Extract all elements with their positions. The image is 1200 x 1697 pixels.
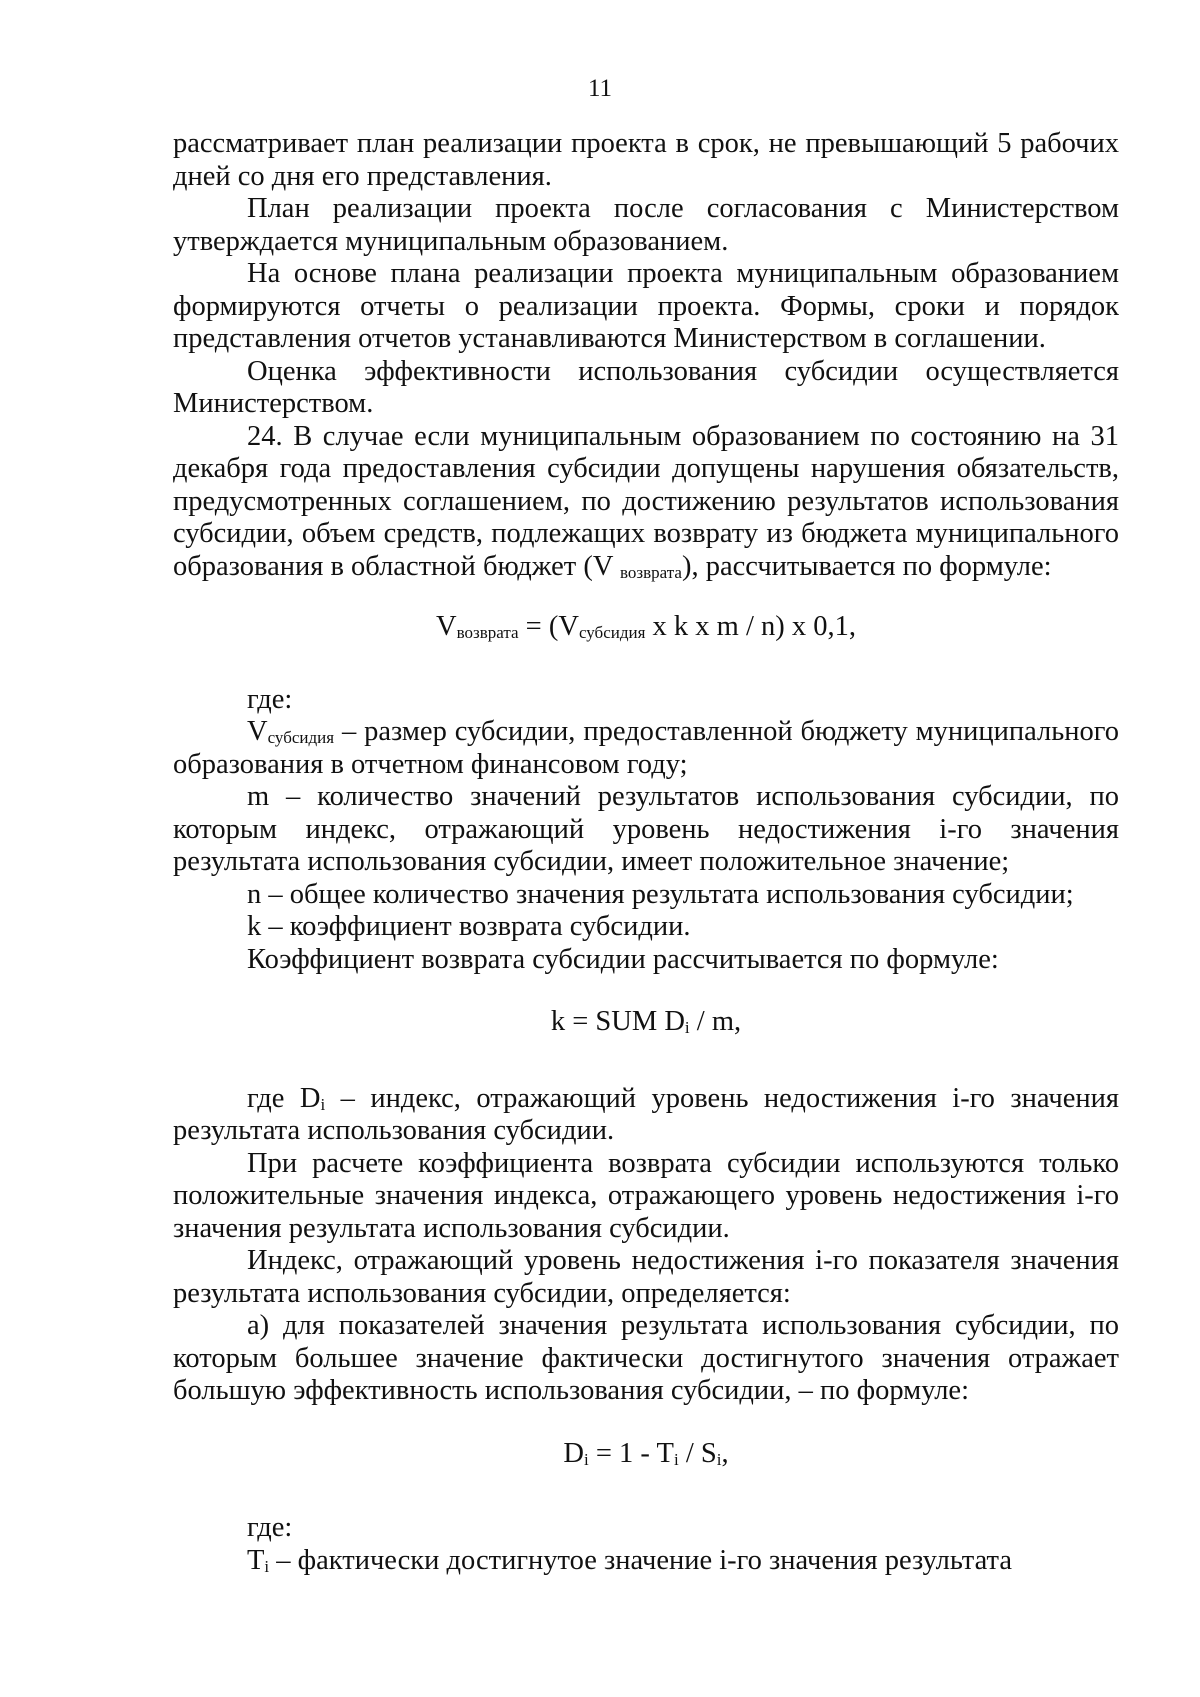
- definition-t-sub: i: [264, 1556, 270, 1576]
- paragraph-24-tail: ), рассчитывается по формуле:: [681, 550, 1052, 582]
- paragraph-24: [173, 421, 1119, 584]
- formula-2-post: / m,: [689, 1006, 742, 1037]
- paragraph-plan-approval: План реализации проекта после согласования с Министерством утверждается муниципальным образованием.: [173, 193, 1119, 257]
- paragraph-evaluation: Оценка эффективности использования субсидии осуществляется Министерством.: [173, 355, 1119, 419]
- formula-1-lhs-sub: возврата: [456, 623, 519, 642]
- paragraph-continuation: рассматривает план реализации проекта в срок, не превышающий 5 рабочих дней со дня его представления.: [173, 128, 1119, 192]
- definition-t: [173, 1545, 1119, 1578]
- definition-v-subscript: субсидия: [267, 728, 335, 747]
- definition-d-pre: где D: [247, 1082, 321, 1114]
- where-label-3: где:: [247, 1512, 293, 1543]
- formula-1-mid: = (V: [518, 611, 579, 642]
- paragraph-positive-values: При расчете коэффициента возврата субсидии используются только положительные значения индекса, отражающего уровень недостижения i-го значения результата использования субсидии.: [173, 1147, 1119, 1244]
- formula-1-lhs: V: [436, 611, 457, 642]
- formula-3-post: ,: [721, 1437, 729, 1469]
- formula-3-sub2: i: [673, 1449, 679, 1469]
- definition-d: [173, 1083, 1119, 1148]
- formula-1-rhs: x k x m / n) x 0,1,: [645, 611, 856, 642]
- paragraph-index: Индекс, отражающий уровень недостижения i-го показателя значения результата использования субсидии, определяется:: [173, 1245, 1119, 1309]
- paragraph-reports: На основе плана реализации проекта муниципальным образованием формируются отчеты о реализации проекта. Формы, сроки и порядок представления отчетов устанавливаются Министерством в соглашении.: [173, 258, 1119, 354]
- formula-2-sub: i: [684, 1018, 690, 1037]
- definition-k: k – коэффициент возврата субсидии.: [247, 911, 691, 942]
- definition-t-pre: T: [247, 1544, 265, 1576]
- paragraph-k-intro: Коэффициент возврата субсидии рассчитывается по формуле:: [247, 943, 999, 975]
- formula-3-sub3: i: [716, 1449, 722, 1469]
- definition-d-sub: i: [320, 1094, 326, 1114]
- formula-3-mid: = 1 - T: [588, 1437, 674, 1469]
- paragraph-24-subscript: возврата: [620, 562, 682, 582]
- document-body: [173, 128, 1119, 1577]
- formula-3-sub1: i: [584, 1449, 589, 1469]
- page-number: 11: [587, 75, 613, 102]
- where-label-1: где:: [247, 683, 293, 715]
- definition-t-text: – фактически достигнутое значение i-го значения результата: [269, 1544, 1012, 1576]
- definition-v-subsidy: [173, 716, 1119, 781]
- paragraph-item-a: а) для показателей значения результата использования субсидии, по которым большее значение фактически достигнутого значения отражает большую эффективность использования субсидии, – по формуле:: [173, 1310, 1119, 1406]
- formula-1-mid-sub: субсидия: [578, 623, 646, 642]
- definition-v-symbol: V: [247, 716, 268, 747]
- formula-2-pre: k = SUM D: [550, 1006, 685, 1037]
- formula-3-mid2: / S: [678, 1437, 717, 1469]
- formula-k: [173, 1006, 1119, 1039]
- formula-d: [173, 1438, 1119, 1471]
- definition-d-text: – индекс, отражающий уровень недостижения i-го значения результата использования субсидии.: [173, 1082, 1119, 1146]
- formula-return-volume: [173, 611, 1119, 644]
- definition-v-text: – размер субсидии, предоставленной бюджету муниципального образования в отчетном финансовом году;: [173, 716, 1119, 780]
- paragraph-24-text: 24. В случае если муниципальным образованием по состоянию на 31 декабря года предоставления субсидии допущены нарушения обязательств, предусмотренных соглашением, по достижению результатов использования субсидии, объем средств, подлежащих возврату из бюджета муниципального образования в областной бюджет (V: [173, 420, 1119, 582]
- formula-3-pre: D: [563, 1437, 584, 1469]
- definition-m: m – количество значений результатов использования субсидии, по которым индекс, отражающий уровень недостижения i-го значения результата использования субсидии, имеет положительное значение;: [173, 781, 1119, 877]
- definition-n: n – общее количество значения результата использования субсидии;: [247, 878, 1074, 910]
